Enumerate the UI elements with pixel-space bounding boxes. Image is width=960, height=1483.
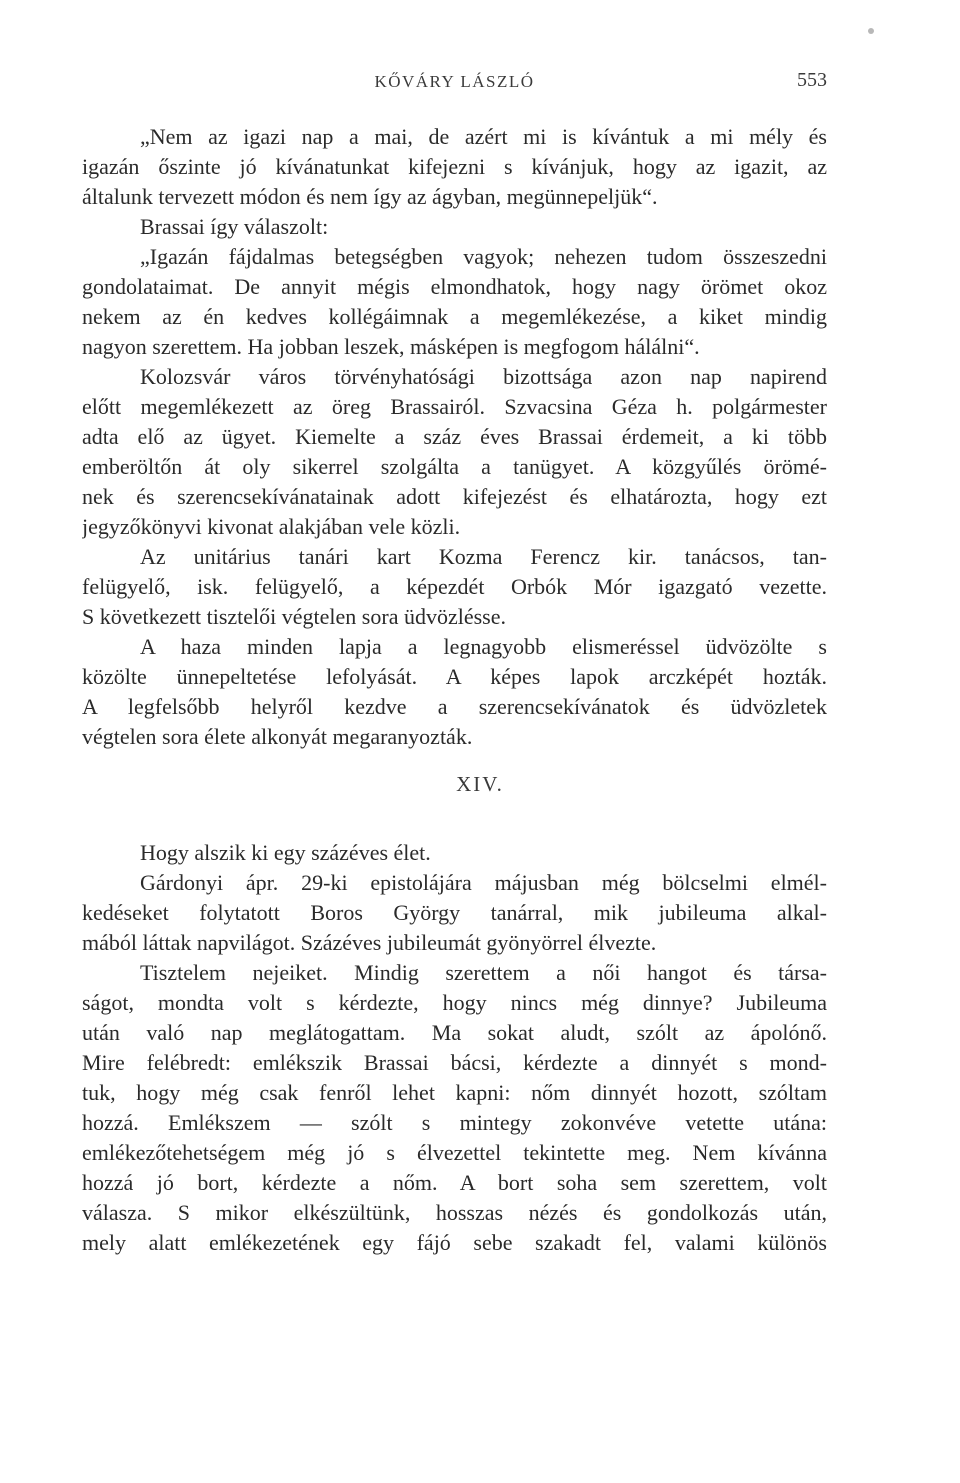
text-line: emberöltőn át oly sikerrel szolgálta a tanügyet. A közgyűlés örömé- [82, 454, 827, 479]
text-line: közölte ünnepeltetése lefolyását. A képes lapok arczképét hozták. [82, 664, 827, 689]
text-line: A haza minden lapja a legnagyobb elismeréssel üdvözölte s [140, 634, 827, 659]
paragraph [82, 868, 827, 958]
paragraph [82, 212, 827, 242]
section-heading: XIV. [456, 772, 504, 796]
ink-spot [868, 28, 874, 34]
text-line: felügyelő, isk. felügyelő, a képezdét Orbók Mór igazgató vezette. [82, 574, 827, 599]
running-head-title: KŐVÁRY LÁSZLÓ [374, 72, 535, 91]
text-line: végtelen sora élete alkonyát megaranyozták. [82, 724, 473, 749]
text-line: mely alatt emlékezetének egy fájó sebe szakadt fel, valami különös [82, 1230, 827, 1255]
text-line: emlékezőtehetségem még jó s élvezettel tekintette meg. Nem kívánna [82, 1140, 827, 1165]
text-line: válasza. S mikor elkészültünk, hosszas nézés és gondolkozás után, [82, 1200, 827, 1225]
page-number: 553 [797, 69, 827, 91]
text-line: jegyzőkönyvi kivonat alakjában vele közli. [82, 514, 461, 539]
body-text-before-section [82, 122, 827, 752]
text-line: hozzá jó bort, kérdezte a nőm. A bort soha sem szerettem, volt [82, 1170, 827, 1195]
text-line: „Nem az igazi nap a mai, de azért mi is kívántuk a mi mély és [140, 124, 827, 149]
text-line: hozzá. Emlékszem — szólt s mintegy zokonvéve vetette utána: [82, 1110, 827, 1135]
text-line: Brassai így válaszolt: [140, 214, 329, 239]
text-line: Az unitárius tanári kart Kozma Ferencz kir. tanácsos, tan- [140, 544, 827, 569]
paragraph [82, 838, 827, 868]
text-line: mából láttak napvilágot. Százéves jubileumát gyönyörrel élvezte. [82, 930, 657, 955]
text-line: nekem az én kedves kollégáimnak a megemlékezése, a kiket mindig [82, 304, 827, 329]
text-line: kedéseket folytatott Boros György tanárral, mik jubileuma alkal- [82, 900, 827, 925]
paragraph [82, 958, 827, 1258]
paragraph [82, 242, 827, 362]
running-head [82, 69, 827, 102]
paragraph [82, 122, 827, 212]
text-line: S következett tisztelői végtelen sora üdvözlésse. [82, 604, 506, 629]
text-line: „Igazán fájdalmas betegségben vagyok; nehezen tudom összeszedni [140, 244, 827, 269]
text-line: nagyon szerettem. Ha jobban leszek, másképen is megfogom hálálni“. [82, 334, 700, 359]
text-line: igazán őszinte jó kívánatunkat kifejezni s kívánjuk, hogy az igazit, az [82, 154, 827, 179]
paragraph [82, 362, 827, 542]
text-line: A legfelsőbb helyről kezdve a szerencsekívánatok és üdvözletek [82, 694, 827, 719]
text-line: általunk tervezett módon és nem így az ágyban, megünnepeljük“. [82, 184, 658, 209]
text-line: Tisztelem nejeiket. Mindig szerettem a női hangot és társa- [140, 960, 827, 985]
paragraph [82, 632, 827, 752]
body-text-after-section [82, 838, 827, 1258]
text-line: után való nap meglátogattam. Ma sokat aludt, szólt az ápolónő. [82, 1020, 827, 1045]
text-line: tuk, hogy még csak fenről lehet kapni: nőm dinnyét hozott, szóltam [82, 1080, 827, 1105]
text-line: Gárdonyi ápr. 29-ki epistolájára májusban még bölcselmi elmél- [140, 870, 827, 895]
text-line: Hogy alszik ki egy százéves élet. [140, 840, 431, 865]
paragraph [82, 542, 827, 632]
text-line: előtt megemlékezett az öreg Brassairól. Szvacsina Géza h. polgármester [82, 394, 827, 419]
text-line: Mire felébredt: emlékszik Brassai bácsi, kérdezte a dinnyét s mond- [82, 1050, 827, 1075]
text-line: Kolozsvár város törvényhatósági bizottsága azon nap napirend [140, 364, 827, 389]
text-line: adta elő az ügyet. Kiemelte a száz éves Brassai érdemeit, a ki több [82, 424, 827, 449]
text-line: gondolataimat. De annyit mégis elmondhatok, hogy nagy örömet okoz [82, 274, 827, 299]
text-line: ságot, mondta volt s kérdezte, hogy nincs még dinnye? Jubileuma [82, 990, 827, 1015]
text-line: nek és szerencsekívánatainak adott kifejezést és elhatározta, hogy ezt [82, 484, 827, 509]
